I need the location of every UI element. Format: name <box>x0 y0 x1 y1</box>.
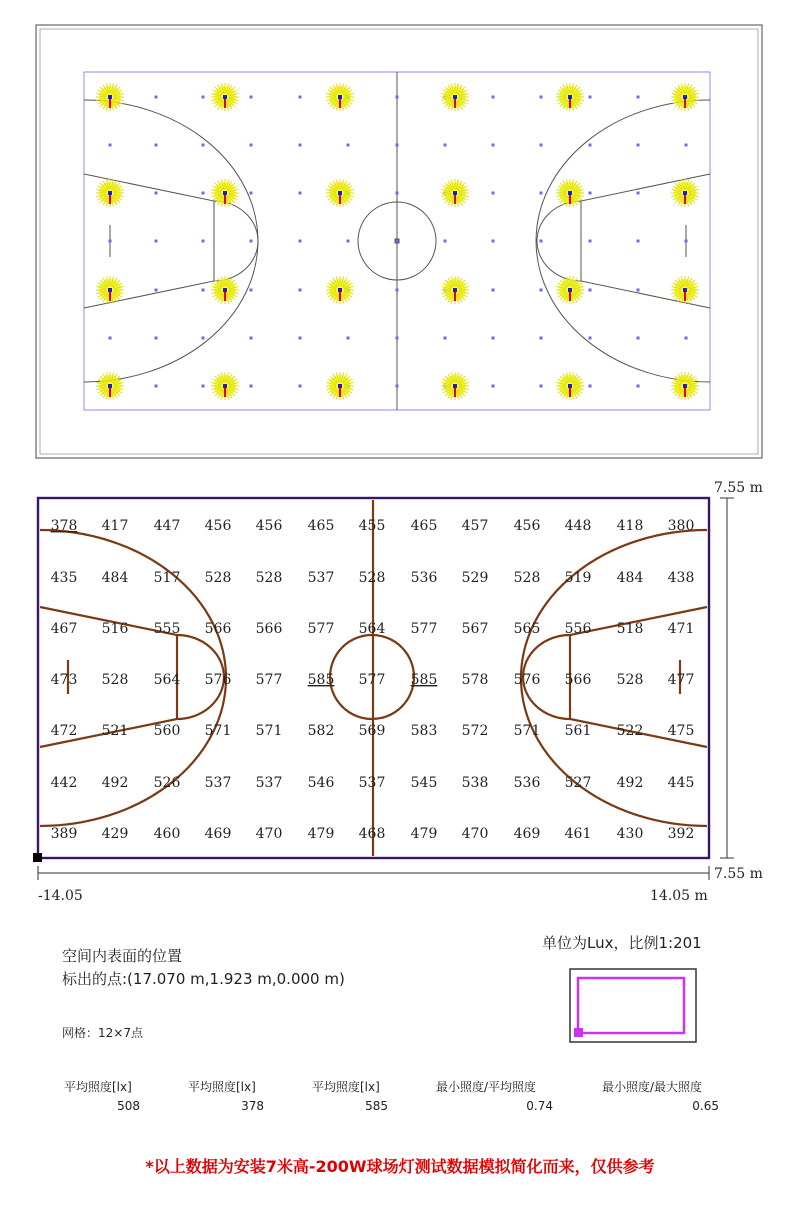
stat-value: 508 <box>117 1099 140 1113</box>
lux-value: 537 <box>255 775 283 791</box>
lux-value: 467 <box>50 621 78 637</box>
thumbnail-origin <box>574 1028 583 1037</box>
x-min-label: -14.05 <box>38 888 83 904</box>
lux-value: 417 <box>101 518 129 534</box>
lux-value: 576 <box>204 672 232 688</box>
lux-value: 560 <box>153 723 181 739</box>
lux-value: 528 <box>358 570 386 586</box>
lux-value: 528 <box>513 570 541 586</box>
lux-value: 528 <box>204 570 232 586</box>
lux-value: 577 <box>358 672 386 688</box>
lux-value: 537 <box>204 775 232 791</box>
lux-value: 442 <box>50 775 78 791</box>
marked-point-label: 标出的点:(17.070 m,1.923 m,0.000 m) <box>62 970 345 988</box>
lux-value: 566 <box>204 621 232 637</box>
lux-value: 479 <box>307 826 335 842</box>
lux-value: 585 <box>410 672 438 688</box>
lux-value: 477 <box>667 672 695 688</box>
lux-value: 472 <box>50 723 78 739</box>
lux-value: 471 <box>667 621 695 637</box>
lux-value: 576 <box>513 672 541 688</box>
lux-value: 556 <box>564 621 592 637</box>
lux-value: 517 <box>153 570 181 586</box>
disclaimer-text: *以上数据为安装7米高-200W球场灯测试数据模拟简化而来，仅供参考 <box>145 1157 655 1176</box>
lux-value: 528 <box>255 570 283 586</box>
lux-value: 461 <box>564 826 592 842</box>
lux-value: 469 <box>204 826 232 842</box>
lux-value: 456 <box>513 518 541 534</box>
stat-header: 平均照度[lx] <box>64 1080 132 1094</box>
lux-value: 564 <box>358 621 386 637</box>
lux-value: 565 <box>513 621 541 637</box>
stat-header: 平均照度[lx] <box>188 1080 256 1094</box>
lux-value: 585 <box>307 672 335 688</box>
lux-value: 448 <box>564 518 592 534</box>
lux-value: 418 <box>616 518 644 534</box>
lux-value: 430 <box>616 826 644 842</box>
lux-value: 455 <box>358 518 386 534</box>
stat-header: 平均照度[lx] <box>312 1080 380 1094</box>
thumbnail-inner <box>578 978 684 1033</box>
lux-value: 571 <box>204 723 232 739</box>
lux-value: 566 <box>564 672 592 688</box>
lux-value: 537 <box>358 775 386 791</box>
x-max-label: 14.05 m <box>650 888 708 904</box>
lux-value: 567 <box>461 621 489 637</box>
lux-value: 582 <box>307 723 335 739</box>
stat-value: 378 <box>241 1099 264 1113</box>
lux-value: 465 <box>410 518 438 534</box>
lux-value: 518 <box>616 621 644 637</box>
grid-size-label: 网格：12×7点 <box>62 1026 143 1040</box>
stat-value: 0.74 <box>526 1099 553 1113</box>
lux-value: 578 <box>461 672 489 688</box>
lux-value: 564 <box>153 672 181 688</box>
lux-value: 577 <box>410 621 438 637</box>
y-top-label: 7.55 m <box>714 480 763 496</box>
lux-value: 470 <box>461 826 489 842</box>
y-bottom-label: 7.55 m <box>714 866 763 882</box>
stat-header: 最小照度/最大照度 <box>602 1080 703 1094</box>
lux-value: 492 <box>101 775 129 791</box>
lux-value: 469 <box>513 826 541 842</box>
stat-header: 最小照度/平均照度 <box>436 1080 537 1094</box>
lux-value: 561 <box>564 723 592 739</box>
lux-value: 577 <box>307 621 335 637</box>
lux-value: 528 <box>616 672 644 688</box>
origin-square-icon <box>33 853 42 862</box>
lux-value: 456 <box>204 518 232 534</box>
lux-value: 527 <box>564 775 592 791</box>
lux-value: 460 <box>153 826 181 842</box>
lux-value: 392 <box>667 826 695 842</box>
lux-value: 566 <box>255 621 283 637</box>
lux-value: 536 <box>410 570 438 586</box>
lux-value: 545 <box>410 775 438 791</box>
lux-value: 571 <box>255 723 283 739</box>
lux-value: 447 <box>153 518 181 534</box>
lux-value: 569 <box>358 723 386 739</box>
lux-value: 526 <box>153 775 181 791</box>
lux-value: 389 <box>50 826 78 842</box>
lux-value: 521 <box>101 723 129 739</box>
stat-value: 585 <box>365 1099 388 1113</box>
lux-value: 522 <box>616 723 644 739</box>
lux-value: 465 <box>307 518 335 534</box>
lux-value: 528 <box>101 672 129 688</box>
lux-value: 516 <box>101 621 129 637</box>
lux-value: 445 <box>667 775 695 791</box>
lux-value: 435 <box>50 570 78 586</box>
lux-value: 380 <box>667 518 695 534</box>
lux-value: 519 <box>564 570 592 586</box>
lux-value: 577 <box>255 672 283 688</box>
lux-value: 583 <box>410 723 438 739</box>
lux-value: 484 <box>616 570 644 586</box>
stat-value: 0.65 <box>692 1099 719 1113</box>
lux-value: 537 <box>307 570 335 586</box>
lux-value: 468 <box>358 826 386 842</box>
lux-value: 571 <box>513 723 541 739</box>
unit-scale-label: 单位为Lux，比例1:201 <box>542 934 702 952</box>
lux-value: 536 <box>513 775 541 791</box>
surface-label: 空间内表面的位置 <box>62 947 183 965</box>
lux-value: 555 <box>153 621 181 637</box>
lux-value: 378 <box>50 518 78 534</box>
lux-value: 456 <box>255 518 283 534</box>
lux-value: 529 <box>461 570 489 586</box>
lux-value: 470 <box>255 826 283 842</box>
lux-value: 438 <box>667 570 695 586</box>
lux-value: 475 <box>667 723 695 739</box>
lux-value: 429 <box>101 826 129 842</box>
lux-value: 479 <box>410 826 438 842</box>
lux-value: 546 <box>307 775 335 791</box>
lux-value: 484 <box>101 570 129 586</box>
lux-value: 492 <box>616 775 644 791</box>
lux-value: 473 <box>50 672 78 688</box>
lux-value: 572 <box>461 723 489 739</box>
lux-value: 457 <box>461 518 489 534</box>
thumbnail-outer <box>570 969 696 1042</box>
lux-value: 538 <box>461 775 489 791</box>
